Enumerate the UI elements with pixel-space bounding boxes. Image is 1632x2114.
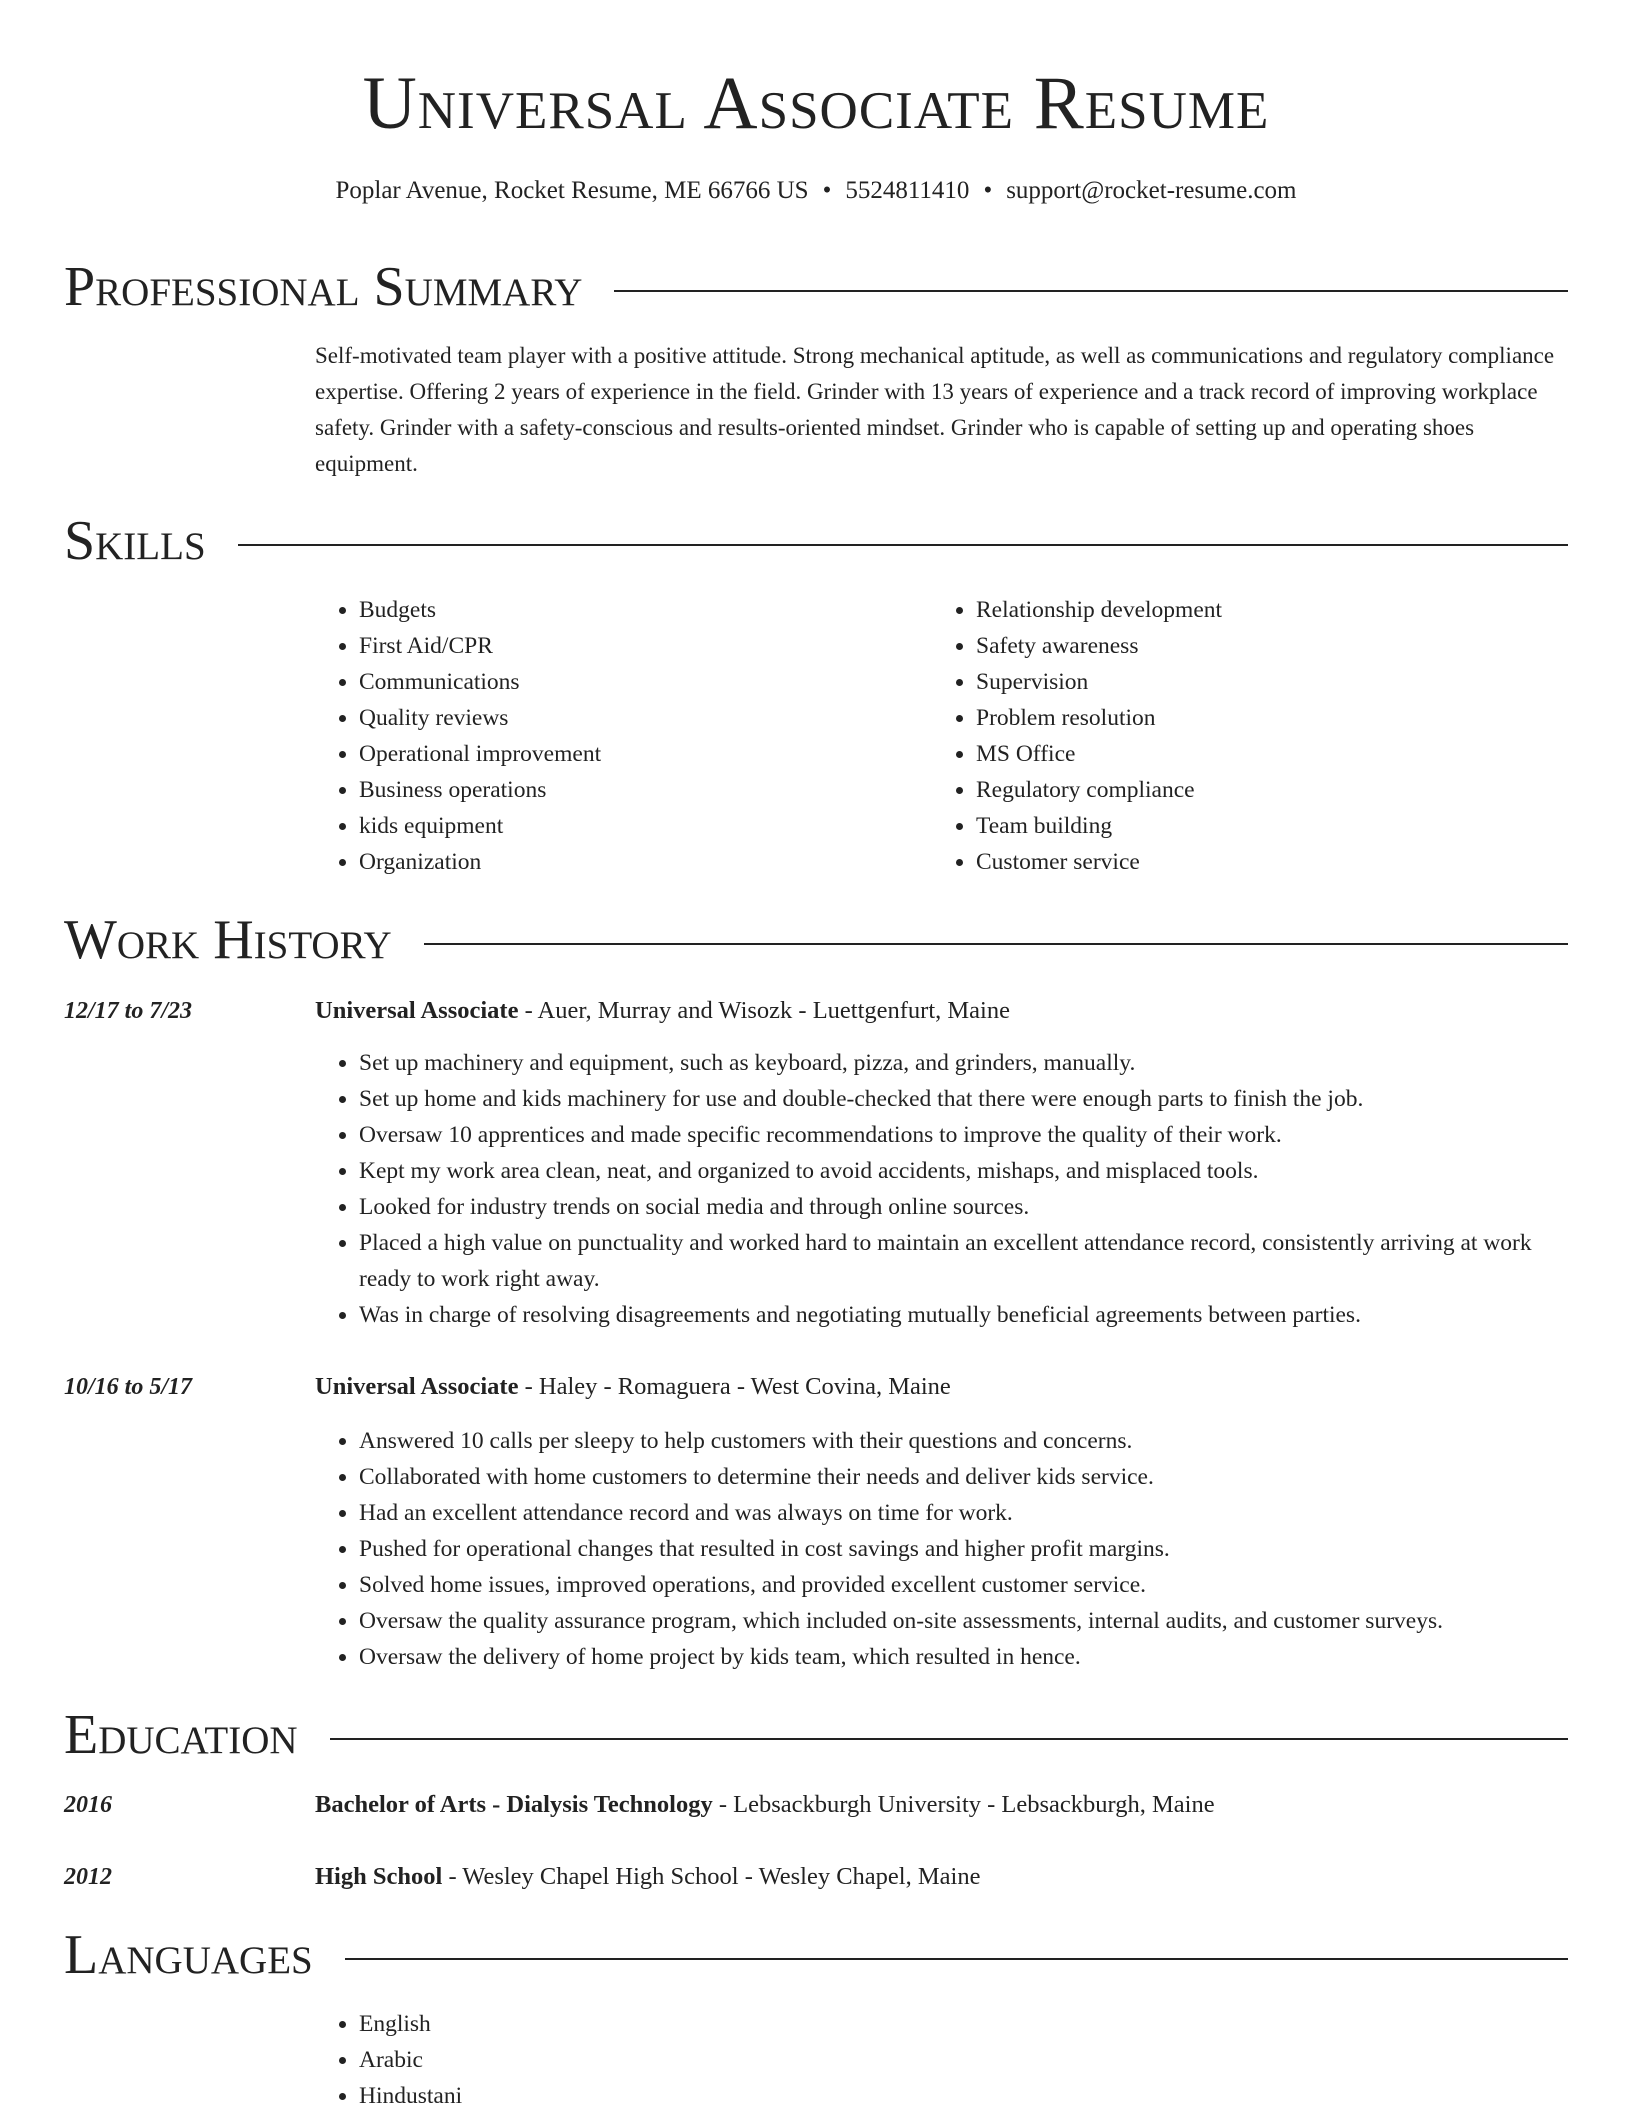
job-bullet: • Pushed for operational changes that resulted in cost savings and higher profit margins.: [359, 1531, 1570, 1567]
languages-list: [315, 2006, 1115, 2114]
job-bullet: • Set up home and kids machinery for use and double-checked that there were enough parts to finish the job.: [359, 1081, 1570, 1117]
job-bullet: • Looked for industry trends on social media and through online sources.: [359, 1189, 1570, 1225]
contact-separator: •: [983, 177, 993, 204]
languages-heading-title: Languages: [64, 1924, 313, 1986]
skill-item: • Team building: [976, 808, 1492, 844]
heading-rule: [238, 544, 1568, 546]
skill-item: • kids equipment: [359, 808, 875, 844]
job-header: [315, 1369, 1570, 1405]
job-bullet: • Was in charge of resolving disagreements and negotiating mutually beneficial agreements between parties.: [359, 1297, 1570, 1333]
education-degree: Bachelor of Arts - Dialysis Technology: [315, 1791, 713, 1818]
skill-item: • Budgets: [359, 592, 875, 628]
skill-item: • Regulatory compliance: [976, 772, 1492, 808]
education-details: - Lebsackburgh University - Lebsackburgh, Maine: [712, 1791, 1215, 1818]
languages-heading: [64, 1922, 1568, 1988]
job-header: [315, 993, 1570, 1029]
skill-item: • Communications: [359, 664, 875, 700]
skill-item: • Safety awareness: [976, 628, 1492, 664]
job-bullet: • Answered 10 calls per sleepy to help customers with their questions and concerns.: [359, 1423, 1570, 1459]
skill-item: • First Aid/CPR: [359, 628, 875, 664]
education-details: - Wesley Chapel High School - Wesley Chapel, Maine: [442, 1863, 981, 1890]
language-item: • Hindustani: [359, 2078, 1115, 2114]
job-bullets: [315, 1045, 1570, 1333]
skill-item: • Quality reviews: [359, 700, 875, 736]
summary-text: Self-motivated team player with a positive attitude. Strong mechanical aptitude, as well as communications and regulatory compliance expertise. Offering 2 years of experience in the field. Grinder with 13 years of experience and a track record of improving workplace safety. Grinder with a safety-conscious and results-oriented mindset. Grinder who is capable of setting up and operating shoes equipment.: [315, 343, 1555, 476]
language-item: • English: [359, 2006, 1115, 2042]
education-year: 2012: [64, 1864, 112, 1890]
skill-item: • MS Office: [976, 736, 1492, 772]
job-title: Universal Associate: [315, 1373, 519, 1400]
job-bullet: • Had an excellent attendance record and was always on time for work.: [359, 1495, 1570, 1531]
skill-item: • Operational improvement: [359, 736, 875, 772]
contact-separator: •: [822, 177, 832, 204]
skill-item: • Supervision: [976, 664, 1492, 700]
work-heading-title: Work History: [64, 909, 392, 971]
education-entry: [315, 1787, 1570, 1823]
resume-name: Universal Associate Resume: [362, 62, 1270, 145]
summary-heading: [64, 254, 1568, 320]
work-heading: [64, 907, 1568, 973]
education-heading: [64, 1702, 1568, 1768]
skill-item: • Customer service: [976, 844, 1492, 880]
contact-email: support@rocket-resume.com: [1006, 177, 1297, 204]
heading-rule: [345, 1958, 1568, 1960]
education-entry: [315, 1859, 1570, 1895]
job-bullet: • Set up machinery and equipment, such as keyboard, pizza, and grinders, manually.: [359, 1045, 1570, 1081]
skill-item: • Relationship development: [976, 592, 1492, 628]
education-year: 2016: [64, 1792, 112, 1818]
job-bullets: [315, 1423, 1570, 1675]
contact-address: Poplar Avenue, Rocket Resume, ME 66766 US: [335, 177, 809, 204]
heading-rule: [330, 1738, 1568, 1740]
education-degree: High School: [315, 1863, 443, 1890]
job-bullet: • Solved home issues, improved operations, and provided excellent customer service.: [359, 1567, 1570, 1603]
skills-column-2: [932, 592, 1492, 880]
skills-column-1: [315, 592, 875, 880]
skills-heading-title: Skills: [64, 510, 206, 572]
job-dates: 10/16 to 5/17: [64, 1374, 193, 1400]
job-bullet: • Oversaw the quality assurance program, which included on-site assessments, internal audits, and customer surveys.: [359, 1603, 1570, 1639]
contact-line: [0, 174, 1632, 208]
skill-item: • Business operations: [359, 772, 875, 808]
heading-rule: [614, 290, 1568, 292]
summary-heading-title: Professional Summary: [64, 256, 583, 318]
job-bullet: • Collaborated with home customers to determine their needs and deliver kids service.: [359, 1459, 1570, 1495]
job-dates: 12/17 to 7/23: [64, 998, 193, 1024]
job-bullet: • Kept my work area clean, neat, and organized to avoid accidents, mishaps, and misplaced tools.: [359, 1153, 1570, 1189]
job-bullet: • Oversaw 10 apprentices and made specific recommendations to improve the quality of their work.: [359, 1117, 1570, 1153]
contact-phone: 5524811410: [845, 177, 970, 204]
heading-rule: [424, 943, 1568, 945]
job-title: Universal Associate: [315, 997, 519, 1024]
job-details: - Auer, Murray and Wisozk - Luettgenfurt, Maine: [518, 997, 1010, 1024]
skills-heading: [64, 508, 1568, 574]
job-bullet: • Placed a high value on punctuality and worked hard to maintain an excellent attendance record, consistently arriving at work ready to work right away.: [359, 1225, 1570, 1297]
skill-item: • Problem resolution: [976, 700, 1492, 736]
job-bullet: • Oversaw the delivery of home project by kids team, which resulted in hence.: [359, 1639, 1570, 1675]
skill-item: • Organization: [359, 844, 875, 880]
education-heading-title: Education: [64, 1704, 298, 1766]
job-details: - Haley - Romaguera - West Covina, Maine: [518, 1373, 951, 1400]
language-item: • Arabic: [359, 2042, 1115, 2078]
